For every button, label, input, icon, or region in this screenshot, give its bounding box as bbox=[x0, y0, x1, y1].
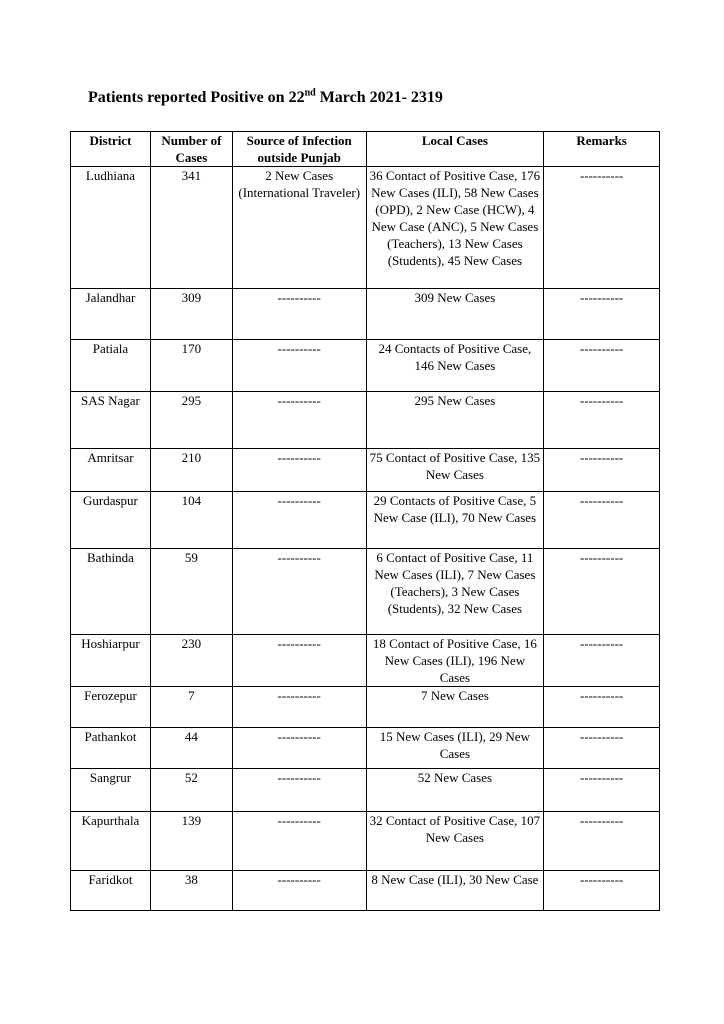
header-source-line2: outside Punjab bbox=[257, 150, 341, 165]
source-cell: ---------- bbox=[232, 635, 366, 687]
district-cell: Faridkot bbox=[71, 871, 151, 911]
title-rest: March 2021- 2319 bbox=[315, 89, 443, 106]
source-cell: ---------- bbox=[232, 449, 366, 492]
table-row bbox=[71, 635, 660, 687]
page-title bbox=[88, 89, 443, 107]
source-cell: ---------- bbox=[232, 492, 366, 549]
header-source-of-infection bbox=[232, 132, 366, 167]
header-local-label: Local Cases bbox=[421, 133, 488, 148]
cases-cell: 52 bbox=[150, 769, 232, 812]
header-number-line2: Cases bbox=[175, 150, 208, 165]
source-cell: 2 New Cases (International Traveler) bbox=[232, 167, 366, 289]
cases-cell: 170 bbox=[150, 340, 232, 392]
title-prefix: Patients reported Positive on 22 bbox=[88, 89, 305, 106]
cases-cell: 7 bbox=[150, 687, 232, 728]
source-cell: ---------- bbox=[232, 340, 366, 392]
source-cell: ---------- bbox=[232, 871, 366, 911]
remarks-cell: ---------- bbox=[544, 635, 660, 687]
local-cases-cell: 24 Contacts of Positive Case, 146 New Cases bbox=[366, 340, 544, 392]
district-cell: Amritsar bbox=[71, 449, 151, 492]
remarks-cell: ---------- bbox=[544, 449, 660, 492]
source-cell: ---------- bbox=[232, 549, 366, 635]
table-row bbox=[71, 769, 660, 812]
local-cases-cell: 8 New Case (ILI), 30 New Case bbox=[366, 871, 544, 911]
header-number-of-cases bbox=[150, 132, 232, 167]
source-cell: ---------- bbox=[232, 289, 366, 340]
local-cases-cell: 18 Contact of Positive Case, 16 New Cases (ILI), 196 New Cases bbox=[366, 635, 544, 687]
table-row bbox=[71, 549, 660, 635]
cases-cell: 139 bbox=[150, 812, 232, 871]
remarks-cell: ---------- bbox=[544, 812, 660, 871]
cases-cell: 230 bbox=[150, 635, 232, 687]
local-cases-cell: 15 New Cases (ILI), 29 New Cases bbox=[366, 728, 544, 769]
table-row bbox=[71, 687, 660, 728]
local-cases-cell: 75 Contact of Positive Case, 135 New Cases bbox=[366, 449, 544, 492]
remarks-cell: ---------- bbox=[544, 549, 660, 635]
table-row bbox=[71, 812, 660, 871]
local-cases-cell: 29 Contacts of Positive Case, 5 New Case (ILI), 70 New Cases bbox=[366, 492, 544, 549]
table-row bbox=[71, 289, 660, 340]
source-cell: ---------- bbox=[232, 769, 366, 812]
cases-cell: 38 bbox=[150, 871, 232, 911]
local-cases-cell: 7 New Cases bbox=[366, 687, 544, 728]
title-ordinal-suffix: nd bbox=[304, 87, 316, 99]
district-cell: Hoshiarpur bbox=[71, 635, 151, 687]
source-cell: ---------- bbox=[232, 687, 366, 728]
remarks-cell: ---------- bbox=[544, 340, 660, 392]
local-cases-cell: 295 New Cases bbox=[366, 392, 544, 449]
cases-cell: 295 bbox=[150, 392, 232, 449]
cases-cell: 210 bbox=[150, 449, 232, 492]
table-row bbox=[71, 492, 660, 549]
cases-cell: 59 bbox=[150, 549, 232, 635]
remarks-cell: ---------- bbox=[544, 289, 660, 340]
local-cases-cell: 36 Contact of Positive Case, 176 New Cases (ILI), 58 New Cases (OPD), 2 New Case (HCW), 4 New Case (ANC), 5 New Cases (Teachers), 13 New Cases (Students), 45 New Cases bbox=[366, 167, 544, 289]
district-cell: Gurdaspur bbox=[71, 492, 151, 549]
header-remarks-label: Remarks bbox=[576, 133, 627, 148]
remarks-cell: ---------- bbox=[544, 728, 660, 769]
source-cell: ---------- bbox=[232, 392, 366, 449]
remarks-cell: ---------- bbox=[544, 167, 660, 289]
header-district bbox=[71, 132, 151, 167]
remarks-cell: ---------- bbox=[544, 769, 660, 812]
table-row bbox=[71, 871, 660, 911]
district-cell: Kapurthala bbox=[71, 812, 151, 871]
positive-cases-table bbox=[70, 131, 660, 911]
district-cell: Ludhiana bbox=[71, 167, 151, 289]
source-cell: ---------- bbox=[232, 728, 366, 769]
table-row bbox=[71, 167, 660, 289]
header-local-cases bbox=[366, 132, 544, 167]
header-district-label: District bbox=[89, 133, 132, 148]
district-cell: Pathankot bbox=[71, 728, 151, 769]
remarks-cell: ---------- bbox=[544, 687, 660, 728]
table-row bbox=[71, 340, 660, 392]
cases-cell: 341 bbox=[150, 167, 232, 289]
table-row bbox=[71, 728, 660, 769]
district-cell: Patiala bbox=[71, 340, 151, 392]
header-source-line1: Source of Infection bbox=[246, 133, 352, 148]
table-row bbox=[71, 449, 660, 492]
district-cell: Sangrur bbox=[71, 769, 151, 812]
source-cell: ---------- bbox=[232, 812, 366, 871]
local-cases-cell: 52 New Cases bbox=[366, 769, 544, 812]
remarks-cell: ---------- bbox=[544, 392, 660, 449]
local-cases-cell: 309 New Cases bbox=[366, 289, 544, 340]
remarks-cell: ---------- bbox=[544, 871, 660, 911]
header-number-line1: Number of bbox=[161, 133, 222, 148]
table-header-row bbox=[71, 132, 660, 167]
district-cell: Jalandhar bbox=[71, 289, 151, 340]
cases-cell: 44 bbox=[150, 728, 232, 769]
district-cell: SAS Nagar bbox=[71, 392, 151, 449]
local-cases-cell: 32 Contact of Positive Case, 107 New Cases bbox=[366, 812, 544, 871]
remarks-cell: ---------- bbox=[544, 492, 660, 549]
local-cases-cell: 6 Contact of Positive Case, 11 New Cases (ILI), 7 New Cases (Teachers), 3 New Cases (Students), 32 New Cases bbox=[366, 549, 544, 635]
header-remarks bbox=[544, 132, 660, 167]
table-row bbox=[71, 392, 660, 449]
cases-cell: 309 bbox=[150, 289, 232, 340]
district-cell: Bathinda bbox=[71, 549, 151, 635]
district-cell: Ferozepur bbox=[71, 687, 151, 728]
cases-cell: 104 bbox=[150, 492, 232, 549]
